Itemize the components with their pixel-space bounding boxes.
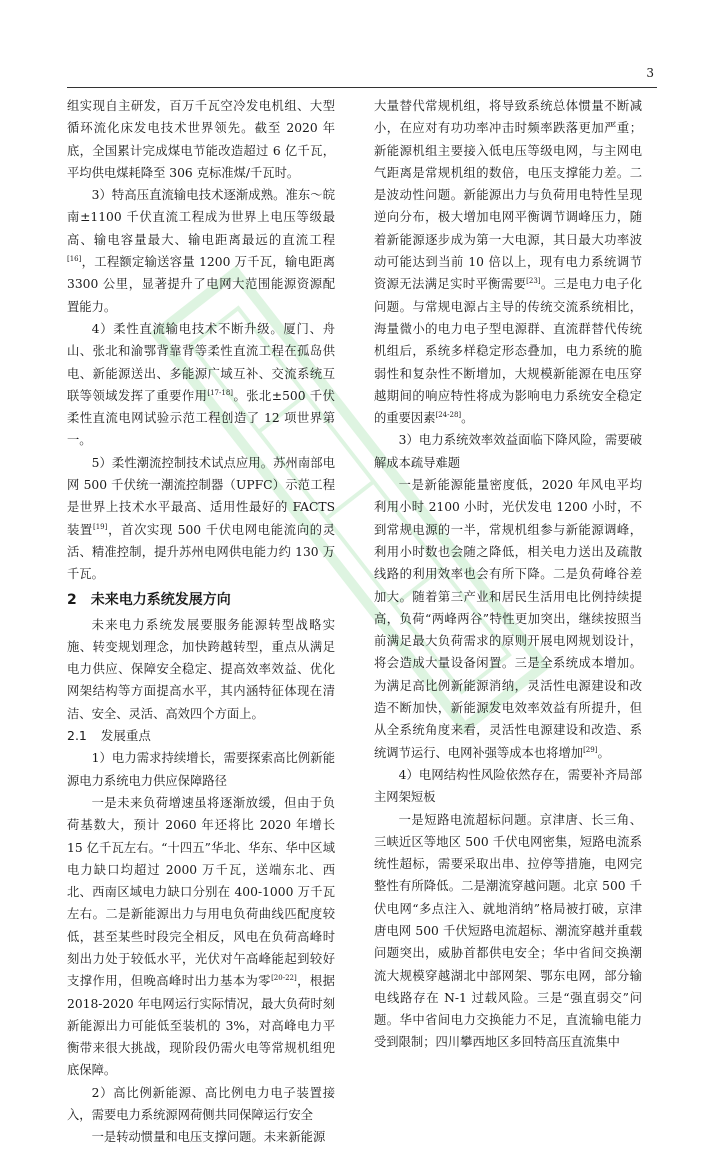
paragraph: 一是未来负荷增速虽将逐渐放缓，但由于负荷基数大，预计 2060 年还将比 2020 年增长 15 亿千瓦左右。“十四五”华北、华东、华中区域电力缺口均超过 2000 万千瓦，送端东北、西北、西南区域电力缺口分别在 400-1000 万千瓦左右。二是新能源出力与用电负荷曲线匹配度较低，甚至某些时段完全相反，风电在负荷高峰时刻出力处于较低水平，光伏对午高峰能起到较好支撑作用，但晚高峰时出力基本为零[20-22]，根据 2018-2020 年电网运行实际情况，最大负荷时刻新能源出力可能低至装机的 3%，对高峰电力平衡带来很大挑战，现阶段仍需火电等常规机组兜底保障。 bbox=[67, 795, 335, 1078]
paragraph: 大量替代常规机组，将导致系统总体惯量不断减小，在应对有功功率冲击时频率跌落更加严重；新能源机组主要接入低电压等级电网，与主网电气距离是常规机组的数倍，电压支撑能力差。二是波动性问题。新能源出力与负荷用电特性呈现逆向分布，极大增加电网平衡调节调峰压力，随着新能源逐步成为第一大电源，其日最大功率波动可能达到当前 10 倍以上，现有电力系统调节资源无法满足实时平衡需要[23]。三是电力电子化问题。与常规电源占主导的传统交流系统相比，海量微小的电力电子型电源群、直流群替代传统机组后，系统多样稳定形态叠加，电力系统的脆弱性和复杂性不断增加，大规模新能源在电压穿越期间的响应特性将成为影响电力系统安全稳定的重要因素[24-28]。 bbox=[374, 99, 642, 426]
citation: [17-18] bbox=[207, 388, 234, 397]
citation: [29] bbox=[583, 745, 598, 754]
paragraph: 未来电力系统发展要服务能源转型战略实施、转变规划理念，加快跨越转型，重点从满足电力供应、保障安全稳定、提高效率效益、优化网架结构等方面提高水平，其内涵特征体现在清洁、安全、灵活、高效四个方面上。 bbox=[67, 617, 335, 721]
right-column bbox=[374, 95, 642, 1054]
paragraph: 一是短路电流超标问题。京津唐、长三角、三峡近区等地区 500 千伏电网密集，短路电流系统性超标，需要采取出串、拉停等措施，电网完整性有所降低。二是潮流穿越问题。北京 500 千伏电网“多点注入、就地消纳”格局被打破，京津唐电网 500 千伏短路电流超标、潮流穿越并重载问题突出，威胁首都供电安全；华中省间交换潮流大规模穿越湖北中部网架、鄂东电网，部分输电线路存在 N-1 过载风险。三是“强直弱交”问题。华中省间电力交换能力不足，直流输电能力受到限制；四川攀西地区多回特高压直流集中 bbox=[374, 812, 642, 1050]
paragraph: 3）电力系统效率效益面临下降风险，需要破解成本疏导难题 bbox=[374, 433, 642, 470]
citation: [24-28] bbox=[435, 411, 462, 420]
subsection-heading: 2.1 发展重点 bbox=[67, 728, 151, 744]
paragraph: 4）柔性直流输电技术不断升级。厦门、舟山、张北和渝鄂背靠背等柔性直流工程在孤岛供电、新能源送出、多能源广域互补、交流系统互联等领域发挥了重要作用[17-18]。张北±500 千伏柔性直流电网试验示范工程创造了 12 项世界第一。 bbox=[67, 321, 335, 448]
section-heading: 2 未来电力系统发展方向 bbox=[67, 591, 231, 608]
citation: [19] bbox=[93, 522, 108, 531]
paragraph: 2）高比例新能源、高比例电力电子装置接入，需要电力系统源网荷侧共同保障运行安全 bbox=[67, 1085, 335, 1123]
paragraph: 5）柔性潮流控制技术试点应用。苏州南部电网 500 千伏统一潮流控制器（UPFC）示范工程是世界上技术水平最高、适用性最好的 FACTS 装置[19]，首次实现 500 千伏电网电能流向的灵活、精准控制，提升苏州电网供电能力约 130 万千瓦。 bbox=[67, 455, 335, 582]
page-number: 3 bbox=[646, 66, 654, 80]
citation: [23] bbox=[526, 277, 541, 286]
paragraph: 4）电网结构性风险依然存在，需要补齐局部主网架短板 bbox=[374, 767, 642, 805]
header-rule bbox=[67, 87, 657, 88]
citation: [20-22] bbox=[271, 974, 297, 983]
paragraph: 一是新能源能量密度低，2020 年风电平均利用小时 2100 小时，光伏发电 1200 小时，不到常规电源的一半，常规机组参与新能源调峰，利用小时数也会随之降低，相关电力送出及疏散线路的利用效率也会有所下降。二是负荷峰谷差加大。随着第三产业和居民生活用电比例持续提高，负荷“两峰两谷”特性更加突出，继续按照当前满足最大负荷需求的原则开展电网规划设计，将会造成大量设备闲置。三是全系统成本增加。为满足高比例新能源消纳，灵活性电源建设和改造不断加快，新能源发电效率效益有所提升，但从全系统角度来看，灵活性电源建设和改造、系统调节运行、电网补强等成本也将增加[29]。 bbox=[374, 478, 642, 760]
citation: [16] bbox=[67, 254, 82, 263]
paragraph: 1）电力需求持续增长，需要探索高比例新能源电力系统电力供应保障路径 bbox=[67, 751, 335, 788]
paragraph: 组实现自主研发，百万千瓦空冷发电机组、大型循环流化床发电技术世界领先。截至 2020 年底，全国累计完成煤电节能改造超过 6 亿千瓦，平均供电煤耗降至 306 克标准煤/千瓦时。 bbox=[67, 99, 335, 180]
left-column bbox=[67, 95, 335, 1149]
paragraph: 一是转动惯量和电压支撑问题。未来新能源 bbox=[91, 1130, 326, 1145]
paragraph: 3）特高压直流输电技术逐渐成熟。准东～皖南±1100 千伏直流工程成为世界上电压等级最高、输电容量最大、输电距离最远的直流工程[16]，工程额定输送容量 1200 万千瓦，输电距离 3300 公里，显著提升了电网大范围能源资源配置能力。 bbox=[67, 188, 335, 314]
